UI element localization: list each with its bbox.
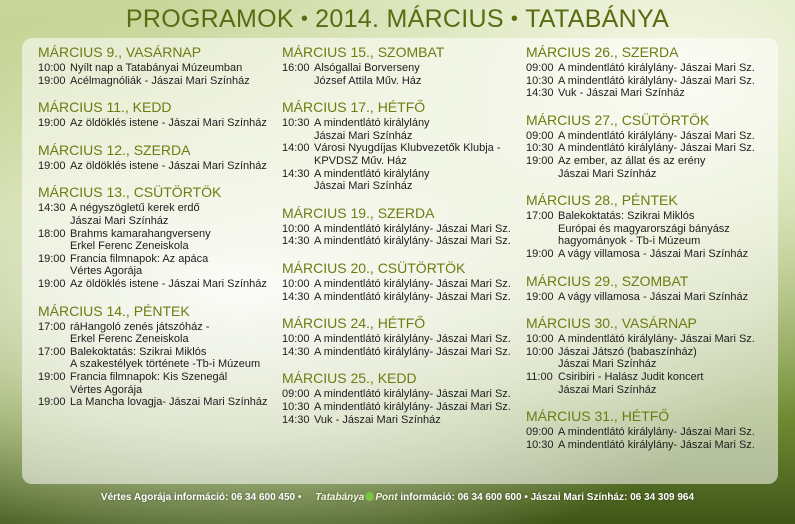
event-description: Az öldöklés istene - Jászai Mari Színház bbox=[70, 117, 267, 130]
event-time: 19:00 bbox=[38, 74, 66, 87]
event-row bbox=[38, 371, 278, 396]
event-time: 10:30 bbox=[282, 400, 310, 413]
program-column-3 bbox=[526, 44, 776, 463]
event-description: A mindentlátó királylány- Jászai Mari Sz. bbox=[558, 438, 755, 451]
event-time: 14:30 bbox=[282, 413, 310, 426]
event-description: A mindentlátó királylány- Jászai Mari Sz. bbox=[314, 345, 511, 358]
logo-text-city: Tatabánya bbox=[315, 491, 365, 503]
event-time: 10:30 bbox=[526, 74, 554, 87]
event-time: 19:00 bbox=[526, 290, 554, 303]
footer-theatre-info: Jászai Mari Színház: 06 34 309 964 bbox=[530, 491, 695, 503]
event-row bbox=[526, 87, 776, 100]
event-row bbox=[526, 371, 776, 396]
day-title: MÁRCIUS 13., CSÜTÖRTÖK bbox=[38, 184, 222, 201]
event-time: 10:00 bbox=[526, 333, 554, 346]
event-row bbox=[38, 396, 278, 409]
event-description: A mindentlátó királylány- Jászai Mari Sz. bbox=[558, 142, 755, 155]
event-description: Balekoktatás: Szikrai Miklós A szakestélyek története -Tb-i Múzeum bbox=[70, 345, 261, 371]
event-row bbox=[38, 321, 278, 346]
event-description: Alsógallai Borverseny József Attila Műv. Ház bbox=[314, 62, 422, 87]
event-time: 10:00 bbox=[526, 345, 554, 358]
event-description: Nyílt nap a Tatabányai Múzeumban bbox=[70, 62, 243, 74]
day-title: MÁRCIUS 28., PÉNTEK bbox=[526, 192, 678, 209]
event-description: Francia filmnapok: Kis Szenegál Vértes Agorája bbox=[70, 370, 228, 396]
event-time: 10:00 bbox=[282, 222, 310, 235]
event-description: Csiribiri - Halász Judit koncert Jászai Mari Színház bbox=[558, 370, 704, 396]
event-row bbox=[38, 117, 278, 130]
event-row bbox=[282, 62, 522, 87]
day-block bbox=[526, 192, 776, 260]
event-description: A mindentlátó királylány- Jászai Mari Sz. bbox=[314, 290, 511, 303]
day-block bbox=[526, 408, 776, 451]
day-block bbox=[38, 184, 278, 290]
day-title: MÁRCIUS 17., HÉTFŐ bbox=[282, 99, 426, 116]
day-block bbox=[282, 315, 522, 358]
day-title: MÁRCIUS 26., SZERDA bbox=[526, 44, 679, 60]
event-description: A vágy villamosa - Jászai Mari Színház bbox=[558, 247, 749, 260]
event-description: A mindentlátó királylány- Jászai Mari Sz. bbox=[314, 222, 511, 235]
event-time: 19:00 bbox=[526, 247, 554, 260]
title-city: TATABÁNYA bbox=[525, 4, 670, 33]
event-time: 09:00 bbox=[526, 62, 554, 74]
day-title: MÁRCIUS 31., HÉTFŐ bbox=[526, 408, 670, 425]
event-time: 17:00 bbox=[38, 345, 66, 358]
event-row bbox=[38, 253, 278, 278]
event-row bbox=[38, 75, 278, 88]
event-row bbox=[526, 439, 776, 452]
event-time: 14:30 bbox=[282, 345, 310, 358]
event-row bbox=[282, 401, 522, 414]
logo-dot-icon bbox=[365, 492, 374, 501]
event-description: A mindentlátó királylány- Jászai Mari Sz. bbox=[314, 277, 511, 290]
event-row bbox=[526, 142, 776, 155]
event-description: A mindentlátó királylány- Jászai Mari Sz. bbox=[558, 62, 755, 74]
event-time: 19:00 bbox=[38, 117, 66, 130]
day-block bbox=[282, 370, 522, 426]
day-block bbox=[282, 205, 522, 248]
event-time: 14:30 bbox=[526, 87, 554, 100]
day-title: MÁRCIUS 9., VASÁRNAP bbox=[38, 44, 202, 60]
event-description: Francia filmnapok: Az apáca Vértes Agorája bbox=[70, 252, 209, 278]
logo-text-pont: Pont bbox=[375, 491, 398, 503]
event-description: A mindentlátó királylány- Jászai Mari Sz. bbox=[314, 235, 511, 248]
event-description: ráHangoló zenés játszóház - Erkel Ferenc Zeneiskola bbox=[70, 320, 210, 346]
event-row bbox=[526, 346, 776, 371]
event-time: 19:00 bbox=[38, 159, 66, 172]
day-block bbox=[38, 44, 278, 87]
day-title: MÁRCIUS 30., VASÁRNAP bbox=[526, 315, 697, 332]
event-row bbox=[526, 155, 776, 180]
day-block bbox=[526, 44, 776, 100]
event-row bbox=[38, 278, 278, 291]
day-block bbox=[38, 142, 278, 173]
event-time: 19:00 bbox=[38, 252, 66, 265]
program-column-1 bbox=[38, 44, 278, 421]
event-description: A vágy villamosa - Jászai Mari Színház bbox=[558, 290, 749, 303]
event-row bbox=[38, 160, 278, 173]
event-time: 14:30 bbox=[38, 202, 66, 215]
event-description: A négyszögletű kerek erdő Jászai Mari Színház bbox=[70, 202, 200, 227]
event-description: Az öldöklés istene - Jászai Mari Színház bbox=[70, 159, 267, 172]
event-row bbox=[282, 117, 522, 142]
event-time: 11:00 bbox=[526, 370, 553, 383]
event-description: Az ember, az állat és az erény Jászai Mari Színház bbox=[558, 154, 706, 180]
event-row bbox=[38, 62, 278, 75]
day-title: MÁRCIUS 24., HÉTFŐ bbox=[282, 315, 426, 332]
event-time: 14:30 bbox=[282, 167, 310, 180]
event-description: Az öldöklés istene - Jászai Mari Színház bbox=[70, 277, 267, 290]
event-row bbox=[526, 75, 776, 88]
event-time: 19:00 bbox=[38, 277, 66, 290]
event-row bbox=[282, 388, 522, 401]
day-title: MÁRCIUS 15., SZOMBAT bbox=[282, 44, 445, 60]
event-description: A mindentlátó királylány Jászai Mari Színház bbox=[314, 167, 430, 193]
event-description: La Mancha lovagja- Jászai Mari Színház bbox=[70, 396, 268, 409]
day-block bbox=[526, 273, 776, 304]
day-block bbox=[282, 260, 522, 303]
program-column-2 bbox=[282, 44, 522, 438]
event-time: 10:30 bbox=[526, 438, 554, 451]
event-row bbox=[526, 130, 776, 143]
day-block bbox=[526, 315, 776, 396]
event-description: Jászai Játszó (babaszínház) Jászai Mari Színház bbox=[558, 345, 697, 371]
event-row bbox=[282, 291, 522, 304]
event-description: Vuk - Jászai Mari Színház bbox=[558, 87, 685, 100]
event-description: A mindentlátó királylány- Jászai Mari Sz. bbox=[314, 400, 511, 413]
event-time: 14:30 bbox=[282, 290, 310, 303]
event-description: A mindentlátó királylány- Jászai Mari Sz. bbox=[558, 333, 755, 346]
footer-bullet: • bbox=[521, 491, 531, 503]
event-time: 19:00 bbox=[38, 396, 66, 409]
event-row bbox=[526, 291, 776, 304]
event-row bbox=[526, 210, 776, 248]
event-time: 14:30 bbox=[282, 235, 310, 248]
event-row bbox=[282, 333, 522, 346]
event-row bbox=[282, 346, 522, 359]
footer-agora-info: Vértes Agorája információ: 06 34 600 450 bbox=[100, 491, 296, 503]
day-title: MÁRCIUS 12., SZERDA bbox=[38, 141, 191, 158]
event-row bbox=[282, 414, 522, 427]
event-row bbox=[526, 62, 776, 75]
day-block bbox=[282, 44, 522, 87]
title-month: 2014. MÁRCIUS bbox=[315, 4, 504, 33]
title-separator: • bbox=[510, 7, 519, 30]
event-row bbox=[526, 426, 776, 439]
event-description: A mindentlátó királylány- Jászai Mari Sz. bbox=[314, 388, 511, 401]
day-block bbox=[38, 99, 278, 130]
day-block bbox=[526, 112, 776, 180]
title-programs: PROGRAMOK bbox=[125, 4, 294, 33]
event-row bbox=[282, 168, 522, 193]
day-title: MÁRCIUS 29., SZOMBAT bbox=[526, 272, 689, 289]
page-title bbox=[0, 0, 795, 38]
event-row bbox=[526, 333, 776, 346]
day-block bbox=[282, 99, 522, 193]
event-row bbox=[38, 228, 278, 253]
event-time: 10:30 bbox=[526, 142, 554, 155]
event-time: 10:30 bbox=[282, 117, 310, 130]
day-title: MÁRCIUS 11., KEDD bbox=[38, 99, 172, 116]
day-title: MÁRCIUS 25., KEDD bbox=[282, 370, 417, 387]
footer-bullet: • bbox=[295, 491, 305, 503]
event-time: 19:00 bbox=[38, 370, 66, 383]
event-description: A mindentlátó királylány- Jászai Mari Sz. bbox=[314, 333, 511, 346]
event-row bbox=[38, 202, 278, 227]
event-time: 18:00 bbox=[38, 227, 66, 240]
event-time: 09:00 bbox=[282, 388, 310, 401]
event-time: 10:00 bbox=[282, 333, 310, 346]
event-row bbox=[282, 278, 522, 291]
event-description: A mindentlátó királylány Jászai Mari Színház bbox=[314, 117, 430, 142]
event-row bbox=[38, 346, 278, 371]
event-row bbox=[282, 142, 522, 167]
event-description: Városi Nyugdíjas Klubvezetők Klubja - KPVDSZ Műv. Ház bbox=[314, 142, 501, 167]
footer-pont-info: információ: 06 34 600 600 bbox=[400, 491, 522, 503]
day-block bbox=[38, 303, 278, 409]
event-time: 14:00 bbox=[282, 142, 310, 155]
event-description: Acélmagnóliák - Jászai Mari Színház bbox=[70, 74, 250, 87]
event-time: 16:00 bbox=[282, 62, 310, 74]
event-time: 17:00 bbox=[38, 320, 66, 333]
event-description: Brahms kamarahangverseny Erkel Ferenc Zeneiskola bbox=[70, 227, 211, 253]
event-time: 17:00 bbox=[526, 210, 554, 223]
event-description: Vuk - Jászai Mari Színház bbox=[314, 413, 441, 426]
event-description: Balekoktatás: Szikrai Miklós Európai és magyarországi bányász hagyományok - Tb-i Múzeum bbox=[558, 210, 730, 248]
day-title: MÁRCIUS 27., CSÜTÖRTÖK bbox=[526, 111, 710, 128]
title-separator: • bbox=[300, 7, 309, 30]
event-time: 09:00 bbox=[526, 129, 554, 142]
footer-contact-bar bbox=[0, 487, 795, 507]
event-time: 19:00 bbox=[526, 154, 554, 167]
event-description: A mindentlátó királylány- Jászai Mari Sz. bbox=[558, 426, 755, 439]
event-description: A mindentlátó királylány- Jászai Mari Sz. bbox=[558, 129, 755, 142]
event-time: 10:00 bbox=[38, 62, 66, 74]
day-title: MÁRCIUS 20., CSÜTÖRTÖK bbox=[282, 259, 466, 276]
event-time: 10:00 bbox=[282, 277, 310, 290]
event-row bbox=[282, 223, 522, 236]
event-row bbox=[526, 248, 776, 261]
day-title: MÁRCIUS 19., SZERDA bbox=[282, 204, 435, 221]
event-description: A mindentlátó királylány- Jászai Mari Sz. bbox=[558, 74, 755, 87]
event-time: 09:00 bbox=[526, 426, 554, 439]
tatabanya-pont-logo bbox=[304, 481, 397, 514]
event-row bbox=[282, 235, 522, 248]
day-title: MÁRCIUS 14., PÉNTEK bbox=[38, 302, 190, 319]
